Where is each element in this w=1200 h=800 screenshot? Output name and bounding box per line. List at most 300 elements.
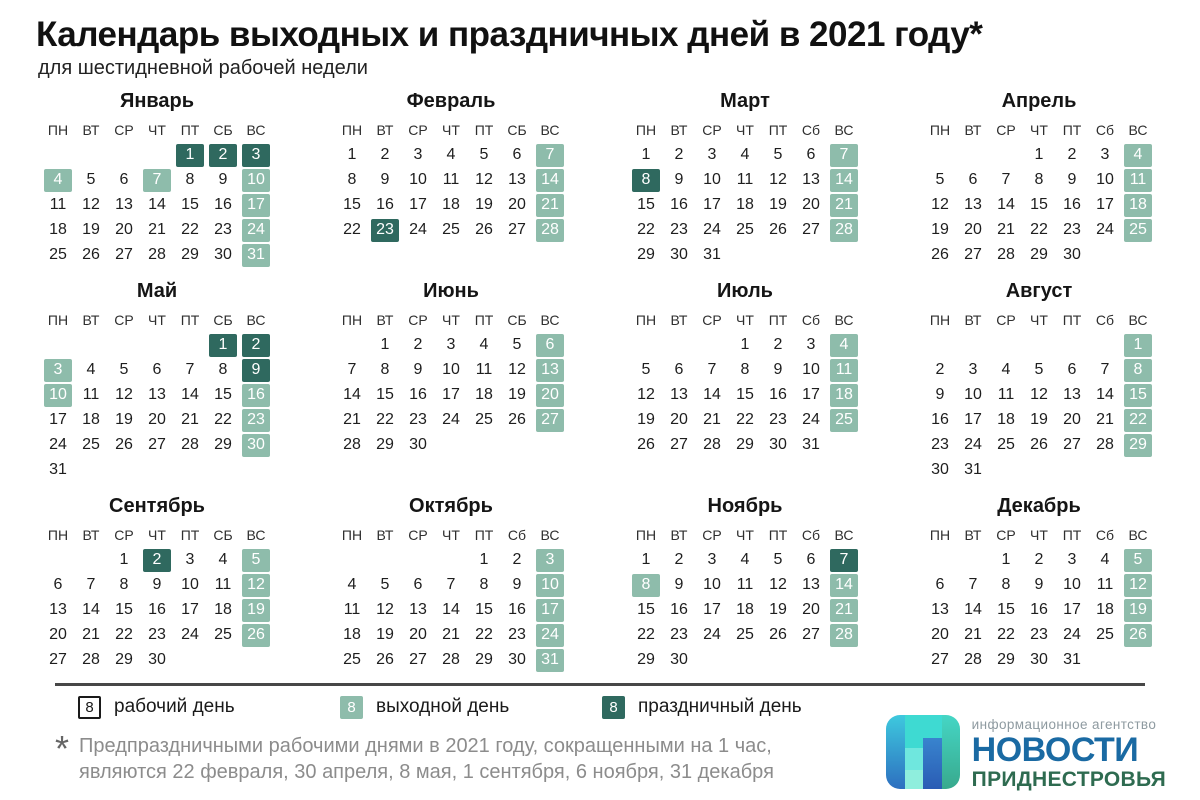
day-cell: 7	[1100, 361, 1110, 379]
weekday-label: СР	[996, 311, 1016, 328]
day-cell: 3	[806, 336, 816, 354]
day-cell: 30	[1063, 246, 1081, 264]
day-cell: 1	[740, 336, 750, 354]
day-cell: 27	[508, 221, 526, 239]
weekday-label: ПТ	[1062, 121, 1082, 138]
day-cell: 20	[931, 626, 949, 644]
weekday-label: ВТ	[964, 526, 982, 543]
empty-cell	[926, 334, 954, 357]
day-cell: 8	[632, 169, 660, 192]
weekday-label: СБ	[213, 121, 233, 138]
day-cell: 26	[475, 221, 493, 239]
day-cell: 13	[802, 576, 820, 594]
day-cell: 17	[964, 411, 982, 429]
day-cell: 6	[968, 171, 978, 189]
weekday-label: СР	[408, 526, 428, 543]
weekday-label: ЧТ	[148, 311, 166, 328]
calendar-grid	[44, 90, 1200, 673]
day-cell: 24	[242, 219, 270, 242]
agency-logo	[886, 715, 1166, 794]
day-cell: 8	[1124, 359, 1152, 382]
day-cell: 6	[152, 361, 162, 379]
empty-cell	[404, 549, 432, 572]
empty-cell	[44, 144, 72, 167]
day-cell: 26	[769, 221, 787, 239]
day-cell: 10	[181, 576, 199, 594]
day-cell: 22	[376, 411, 394, 429]
day-cell: 8	[218, 361, 228, 379]
day-cell: 23	[508, 626, 526, 644]
day-cell: 21	[442, 626, 460, 644]
day-cell: 11	[736, 576, 754, 594]
day-cell: 16	[931, 411, 949, 429]
day-cell: 18	[1124, 194, 1152, 217]
day-cell: 28	[536, 219, 564, 242]
day-cell: 21	[82, 626, 100, 644]
day-cell: 27	[49, 651, 67, 669]
day-cell: 12	[475, 171, 493, 189]
day-cell: 26	[82, 246, 100, 264]
day-cell: 15	[997, 601, 1015, 619]
weekday-label: ПН	[341, 121, 363, 138]
weekday-label: ЧТ	[442, 311, 460, 328]
day-cell: 1	[641, 146, 651, 164]
day-cell: 24	[442, 411, 460, 429]
day-cell: 15	[736, 386, 754, 404]
day-cell: 26	[931, 246, 949, 264]
weekday-label: ВТ	[82, 526, 100, 543]
days-grid	[44, 548, 270, 673]
weekday-label: СБ	[507, 311, 527, 328]
month-title: Август	[1005, 279, 1073, 302]
day-cell: 24	[703, 221, 721, 239]
day-cell: 5	[242, 549, 270, 572]
day-cell: 26	[115, 436, 133, 454]
day-cell: 19	[769, 601, 787, 619]
weekday-label: СБ	[507, 121, 527, 138]
day-cell: 18	[1096, 601, 1114, 619]
day-cell: 5	[935, 171, 945, 189]
empty-cell	[698, 334, 726, 357]
day-cell: 27	[931, 651, 949, 669]
day-cell: 29	[181, 246, 199, 264]
day-cell: 4	[218, 551, 228, 569]
day-cell: 20	[409, 626, 427, 644]
month-title: Декабрь	[997, 494, 1081, 517]
day-cell: 8	[347, 171, 357, 189]
day-cell: 25	[475, 411, 493, 429]
empty-cell	[926, 144, 954, 167]
day-cell: 11	[1124, 169, 1152, 192]
weekday-label: ВС	[540, 121, 560, 138]
day-cell: 20	[115, 221, 133, 239]
weekday-label: ВС	[1128, 121, 1148, 138]
weekday-label: СР	[702, 121, 722, 138]
agency-tagline: информационное агентство	[971, 716, 1157, 732]
weekday-label: ВТ	[670, 311, 688, 328]
day-cell: 11	[997, 386, 1015, 404]
day-cell: 31	[964, 461, 982, 479]
day-cell: 16	[1063, 196, 1081, 214]
day-cell: 26	[1030, 436, 1048, 454]
day-cell: 12	[376, 601, 394, 619]
day-cell: 18	[830, 384, 858, 407]
day-cell: 28	[343, 436, 361, 454]
empty-cell	[44, 549, 72, 572]
day-cell: 9	[935, 386, 945, 404]
days-grid	[338, 143, 564, 243]
day-cell: 14	[997, 196, 1015, 214]
weekday-header	[632, 310, 858, 330]
day-cell: 9	[773, 361, 783, 379]
day-cell: 28	[830, 219, 858, 242]
month-title: Июнь	[423, 279, 479, 302]
footnote-text	[79, 733, 774, 786]
empty-cell	[992, 144, 1020, 167]
page-subtitle: для шестидневной рабочей недели	[38, 56, 368, 79]
legend-label: выходной день	[376, 696, 510, 718]
day-cell: 21	[181, 411, 199, 429]
day-cell: 13	[508, 171, 526, 189]
weekday-label: СР	[996, 526, 1016, 543]
day-cell: 2	[380, 146, 390, 164]
weekday-label: ВС	[246, 526, 266, 543]
day-cell: 19	[376, 626, 394, 644]
weekday-label: ЧТ	[442, 526, 460, 543]
day-cell: 23	[931, 436, 949, 454]
day-cell: 23	[1030, 626, 1048, 644]
empty-cell	[338, 334, 366, 357]
month-april	[926, 90, 1152, 268]
day-cell: 17	[242, 194, 270, 217]
day-cell: 8	[479, 576, 489, 594]
weekday-label: ЧТ	[148, 526, 166, 543]
day-cell: 7	[143, 169, 171, 192]
weekday-label: ВС	[540, 311, 560, 328]
weekday-label: ПТ	[768, 526, 788, 543]
day-cell: 6	[935, 576, 945, 594]
day-cell: 24	[536, 624, 564, 647]
day-cell: 25	[736, 221, 754, 239]
day-cell: 16	[376, 196, 394, 214]
day-cell: 13	[115, 196, 133, 214]
day-cell: 24	[409, 221, 427, 239]
day-cell: 1	[1001, 551, 1011, 569]
day-cell: 7	[536, 144, 564, 167]
day-cell: 7	[830, 144, 858, 167]
day-cell: 3	[707, 146, 717, 164]
weekday-header	[338, 120, 564, 140]
weekday-label: ПТ	[474, 311, 494, 328]
weekday-label: Сб	[1095, 526, 1115, 543]
weekday-label: Сб	[507, 526, 527, 543]
day-cell: 16	[670, 196, 688, 214]
day-cell: 21	[830, 194, 858, 217]
day-cell: 5	[119, 361, 129, 379]
day-cell: 18	[997, 411, 1015, 429]
day-cell: 25	[997, 436, 1015, 454]
day-cell: 14	[181, 386, 199, 404]
empty-cell	[338, 549, 366, 572]
day-cell: 15	[181, 196, 199, 214]
day-cell: 1	[119, 551, 129, 569]
day-cell: 16	[242, 384, 270, 407]
day-cell: 10	[1096, 171, 1114, 189]
day-cell: 16	[1030, 601, 1048, 619]
day-cell: 4	[446, 146, 456, 164]
day-cell: 18	[49, 221, 67, 239]
day-cell: 22	[1124, 409, 1152, 432]
day-cell: 31	[49, 461, 67, 479]
day-cell: 6	[536, 334, 564, 357]
day-cell: 16	[148, 601, 166, 619]
day-cell: 9	[152, 576, 162, 594]
day-cell: 25	[214, 626, 232, 644]
page-header	[0, 0, 1200, 80]
weekday-header	[338, 310, 564, 330]
day-cell: 8	[119, 576, 129, 594]
day-cell: 3	[1067, 551, 1077, 569]
day-cell: 26	[637, 436, 655, 454]
day-cell: 12	[931, 196, 949, 214]
day-cell: 16	[409, 386, 427, 404]
day-cell: 15	[1124, 384, 1152, 407]
day-cell: 2	[773, 336, 783, 354]
month-may	[44, 280, 270, 483]
month-title: Июль	[717, 279, 773, 302]
day-cell: 12	[82, 196, 100, 214]
month-title: Май	[136, 279, 178, 302]
day-cell: 13	[1063, 386, 1081, 404]
day-cell: 23	[148, 626, 166, 644]
day-cell: 19	[115, 411, 133, 429]
weekday-label: ПТ	[1062, 311, 1082, 328]
month-november	[632, 495, 858, 673]
day-cell: 27	[409, 651, 427, 669]
empty-cell	[959, 144, 987, 167]
day-cell: 19	[475, 196, 493, 214]
weekday-header	[44, 525, 270, 545]
day-cell: 4	[740, 146, 750, 164]
day-cell: 14	[703, 386, 721, 404]
day-cell: 19	[1124, 599, 1152, 622]
day-cell: 30	[931, 461, 949, 479]
day-cell: 10	[242, 169, 270, 192]
day-cell: 9	[512, 576, 522, 594]
day-cell: 20	[802, 196, 820, 214]
weekday-label: ЧТ	[1030, 526, 1048, 543]
weekday-label: ПН	[929, 526, 951, 543]
day-cell: 23	[670, 221, 688, 239]
weekday-label: СР	[408, 311, 428, 328]
day-cell: 13	[670, 386, 688, 404]
day-cell: 3	[413, 146, 423, 164]
day-cell: 5	[773, 551, 783, 569]
day-cell: 9	[674, 171, 684, 189]
weekday-label: ВС	[834, 311, 854, 328]
day-cell: 30	[409, 436, 427, 454]
day-cell: 4	[1001, 361, 1011, 379]
day-cell: 4	[830, 334, 858, 357]
day-cell: 20	[670, 411, 688, 429]
month-title: Февраль	[406, 89, 496, 112]
day-cell: 28	[442, 651, 460, 669]
weekday-label: ПН	[635, 526, 657, 543]
page-title: Календарь выходных и праздничных дней в 2021 году*	[36, 15, 983, 54]
days-grid	[338, 548, 564, 673]
empty-cell	[1091, 334, 1119, 357]
day-cell: 4	[44, 169, 72, 192]
day-cell: 21	[997, 221, 1015, 239]
day-cell: 16	[769, 386, 787, 404]
footnote-line-2: являются 22 февраля, 30 апреля, 8 мая, 1 сентября, 6 ноября, 31 декабря	[79, 761, 774, 784]
weekday-label: ПН	[341, 526, 363, 543]
day-cell: 30	[1030, 651, 1048, 669]
day-cell: 4	[1124, 144, 1152, 167]
day-cell: 26	[769, 626, 787, 644]
legend-item-workday	[78, 696, 340, 719]
day-cell: 28	[181, 436, 199, 454]
weekday-label: ВТ	[376, 121, 394, 138]
legend-swatch-holiday: 8	[602, 696, 625, 719]
day-cell: 25	[830, 409, 858, 432]
day-cell: 22	[475, 626, 493, 644]
days-grid	[632, 548, 858, 673]
weekday-label: ПТ	[768, 121, 788, 138]
day-cell: 23	[214, 221, 232, 239]
agency-logo-text	[972, 717, 1166, 793]
days-grid	[632, 333, 858, 458]
weekday-label: Сб	[801, 311, 821, 328]
day-cell: 1	[1124, 334, 1152, 357]
empty-cell	[176, 334, 204, 357]
day-cell: 31	[802, 436, 820, 454]
day-cell: 10	[409, 171, 427, 189]
day-cell: 15	[214, 386, 232, 404]
day-cell: 4	[479, 336, 489, 354]
day-cell: 2	[413, 336, 423, 354]
day-cell: 12	[115, 386, 133, 404]
day-cell: 3	[44, 359, 72, 382]
day-cell: 30	[148, 651, 166, 669]
day-cell: 27	[115, 246, 133, 264]
day-cell: 24	[181, 626, 199, 644]
empty-cell	[371, 549, 399, 572]
weekday-label: ПТ	[768, 311, 788, 328]
day-cell: 25	[343, 651, 361, 669]
weekday-label: ВС	[246, 311, 266, 328]
day-cell: 22	[637, 626, 655, 644]
day-cell: 13	[536, 359, 564, 382]
day-cell: 6	[512, 146, 522, 164]
day-cell: 14	[964, 601, 982, 619]
day-cell: 27	[964, 246, 982, 264]
weekday-label: ВТ	[82, 121, 100, 138]
day-cell: 2	[512, 551, 522, 569]
day-cell: 16	[508, 601, 526, 619]
day-cell: 29	[637, 651, 655, 669]
day-cell: 19	[637, 411, 655, 429]
day-cell: 4	[740, 551, 750, 569]
weekday-label: СР	[702, 311, 722, 328]
day-cell: 10	[44, 384, 72, 407]
day-cell: 21	[536, 194, 564, 217]
day-cell: 18	[736, 196, 754, 214]
month-march	[632, 90, 858, 268]
day-cell: 12	[1124, 574, 1152, 597]
weekday-label: ПН	[929, 121, 951, 138]
day-cell: 22	[736, 411, 754, 429]
weekday-label: ЧТ	[1030, 311, 1048, 328]
day-cell: 13	[802, 171, 820, 189]
day-cell: 2	[143, 549, 171, 572]
weekday-label: СБ	[213, 311, 233, 328]
days-grid	[926, 143, 1152, 268]
day-cell: 8	[185, 171, 195, 189]
day-cell: 20	[802, 601, 820, 619]
day-cell: 29	[475, 651, 493, 669]
day-cell: 29	[736, 436, 754, 454]
weekday-label: ВС	[540, 526, 560, 543]
day-cell: 5	[86, 171, 96, 189]
weekday-label: ПН	[635, 311, 657, 328]
day-cell: 23	[371, 219, 399, 242]
day-cell: 29	[376, 436, 394, 454]
empty-cell	[437, 549, 465, 572]
day-cell: 23	[409, 411, 427, 429]
day-cell: 31	[1063, 651, 1081, 669]
day-cell: 2	[674, 146, 684, 164]
day-cell: 17	[1096, 196, 1114, 214]
day-cell: 6	[674, 361, 684, 379]
day-cell: 11	[82, 386, 100, 404]
footnote-line-1: Предпраздничными рабочими днями в 2021 году, сокращенными на 1 час,	[79, 734, 772, 757]
day-cell: 29	[997, 651, 1015, 669]
weekday-label: ВС	[834, 526, 854, 543]
day-cell: 19	[82, 221, 100, 239]
empty-cell	[77, 549, 105, 572]
weekday-label: ВТ	[82, 311, 100, 328]
weekday-label: СБ	[213, 526, 233, 543]
day-cell: 3	[446, 336, 456, 354]
empty-cell	[143, 144, 171, 167]
day-cell: 5	[641, 361, 651, 379]
days-grid	[338, 333, 564, 458]
day-cell: 4	[347, 576, 357, 594]
day-cell: 17	[802, 386, 820, 404]
weekday-label: ЧТ	[442, 121, 460, 138]
days-grid	[632, 143, 858, 268]
day-cell: 6	[806, 551, 816, 569]
day-cell: 29	[214, 436, 232, 454]
day-cell: 15	[637, 196, 655, 214]
day-cell: 25	[736, 626, 754, 644]
empty-cell	[77, 334, 105, 357]
day-cell: 24	[964, 436, 982, 454]
day-cell: 1	[641, 551, 651, 569]
days-grid	[926, 548, 1152, 673]
day-cell: 2	[1034, 551, 1044, 569]
day-cell: 22	[115, 626, 133, 644]
day-cell: 4	[1100, 551, 1110, 569]
day-cell: 3	[185, 551, 195, 569]
weekday-label: ПТ	[474, 526, 494, 543]
day-cell: 1	[1034, 146, 1044, 164]
agency-region: ПРИДНЕСТРОВЬЯ	[971, 768, 1166, 792]
day-cell: 20	[964, 221, 982, 239]
legend-label: рабочий день	[114, 696, 235, 718]
weekday-label: Сб	[801, 526, 821, 543]
